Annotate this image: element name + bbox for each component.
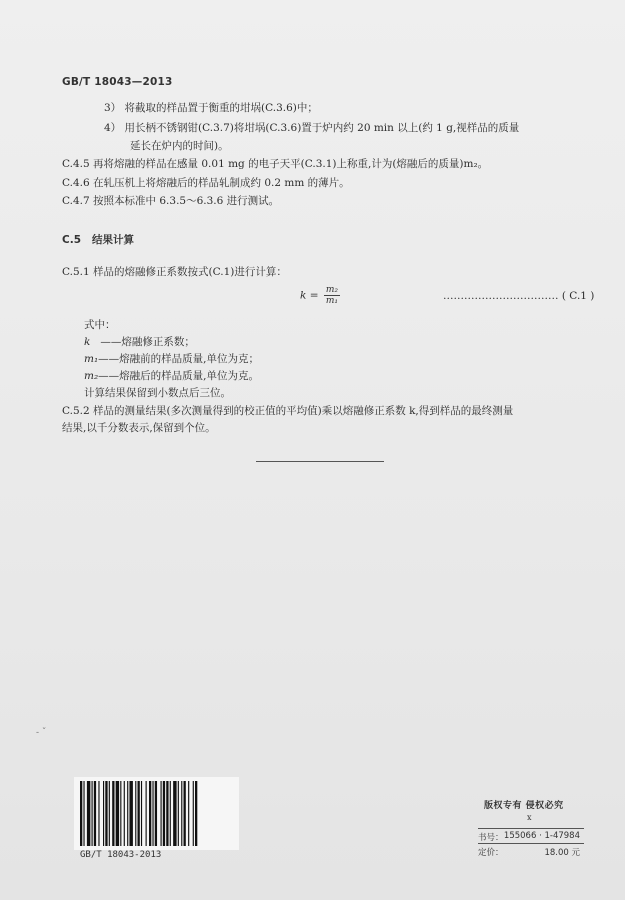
formula-c1	[300, 285, 340, 306]
scan-mark: - ˇ	[36, 728, 47, 738]
book-number-row	[478, 828, 584, 843]
clause-c52-line2: 结果,以千分数表示,保留到个位。	[62, 422, 216, 434]
barcode	[74, 777, 239, 850]
standard-code-header: GB/T 18043—2013	[62, 76, 173, 88]
where-item-k	[84, 335, 195, 349]
price-label: 定价：	[478, 848, 504, 858]
rounding-note: 计算结果保留到小数点后三位。	[84, 387, 231, 399]
where-item-m2	[84, 369, 259, 383]
barcode-text: GB/T 18043-2013	[80, 850, 162, 860]
symbol-m2: m₂	[84, 370, 99, 382]
clause-c47: C.4.7 按照本标准中 6.3.5～6.3.6 进行测试。	[62, 195, 280, 207]
barcode-graphic	[74, 777, 239, 850]
equation-number	[443, 290, 594, 302]
equation-leader: ……………………………	[443, 290, 559, 302]
book-number-value: 155066 · 1-47984	[503, 831, 580, 841]
section-title: 结果计算	[91, 234, 134, 246]
copyright-mark: x	[527, 813, 532, 822]
section-number: C.5	[62, 234, 82, 246]
desc-m1: ——熔融前的样品质量,单位为克；	[98, 353, 260, 365]
copyright-notice: 版权专有 侵权必究	[484, 801, 564, 811]
symbol-m1: m₁	[84, 353, 99, 365]
book-number-label: 书号：	[478, 833, 504, 843]
step-4-line: 4） 用长柄不锈钢钳(C.3.7)将坩埚(C.3.6)置于炉内约 20 min 以上(约 1 g,视样品的质量	[104, 122, 520, 134]
where-intro: 式中：	[84, 319, 116, 331]
where-item-m1	[84, 352, 259, 366]
desc-k: ——熔融修正系数；	[100, 336, 195, 348]
formula-lhs: k =	[300, 289, 319, 302]
equation-label: ( C.1 )	[561, 290, 595, 302]
section-heading	[62, 232, 134, 247]
price-row	[478, 843, 584, 858]
step-4-continuation: 延长在炉内的时间)。	[130, 140, 229, 152]
clause-c46: C.4.6 在轧压机上将熔融后的样品轧制成约 0.2 mm 的薄片。	[62, 177, 350, 189]
desc-m2: ——熔融后的样品质量,单位为克。	[98, 370, 260, 382]
formula-numerator: m₂	[325, 285, 338, 295]
symbol-k: k	[84, 336, 91, 348]
clause-c52-line1: C.5.2 样品的测量结果(多次测量得到的校正值的平均值)乘以熔融修正系数 k,得到样品的最终测量	[62, 405, 514, 417]
price-value: 18.00 元	[544, 848, 580, 858]
formula-fraction	[324, 285, 340, 306]
clause-c51: C.5.1 样品的熔融修正系数按式(C.1)进行计算：	[62, 266, 287, 278]
formula-denominator: m₁	[325, 296, 338, 306]
end-rule	[256, 461, 384, 462]
step-3-line: 3） 将截取的样品置于衡重的坩埚(C.3.6)中；	[104, 102, 318, 114]
clause-c45: C.4.5 再将熔融的样品在感量 0.01 mg 的电子天平(C.3.1)上称重,计为(熔融后的质量)m₂。	[62, 158, 489, 170]
